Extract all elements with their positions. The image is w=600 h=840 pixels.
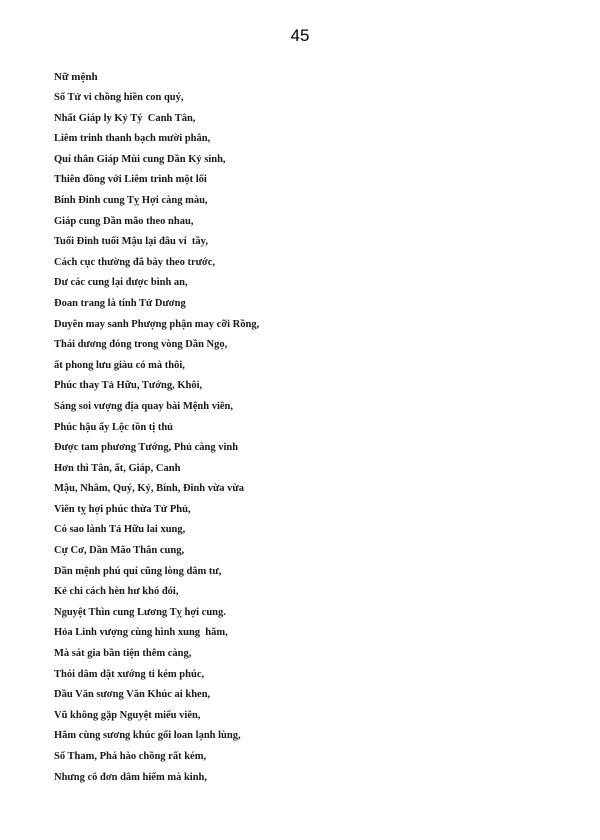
verse-line: Thói dâm dật xướng ti kém phúc, xyxy=(54,668,205,680)
verse-line: Phúc hậu ấy Lộc tồn tị thủ xyxy=(54,421,174,433)
verse-line: Hỏa Linh vượng cùng hình xung hãm, xyxy=(54,627,228,639)
verse-line: ất phong lưu giàu có mà thôi, xyxy=(54,359,185,371)
verse-line: Được tam phương Tướng, Phủ càng vinh xyxy=(54,442,239,454)
verse-line: Quí thân Giáp Mùi cung Dần Kỷ sinh, xyxy=(54,153,226,165)
verse-line: Sáng soi vượng địa quay bài Mệnh viên, xyxy=(54,400,233,412)
verse-line: Tuổi Đinh tuổi Mậu lại đâu ví tầy, xyxy=(54,236,208,248)
verse-line: Liêm trinh thanh bạch mười phân, xyxy=(54,133,211,145)
verse-line: Có sao lành Tả Hữu lai xung, xyxy=(54,524,186,536)
verse-line: Phúc thay Tả Hữu, Tướng, Khôi, xyxy=(54,380,203,392)
section-heading: Nữ mệnh xyxy=(54,71,98,83)
verse-line: Dần mệnh phú quí cũng lòng dâm tư, xyxy=(54,565,222,577)
verse-line: Mậu, Nhâm, Quý, Kỷ, Bính, Đinh vừa vừa xyxy=(54,483,244,495)
verse-line: Cách cục thường đã bày theo trước, xyxy=(54,256,216,268)
verse-line: Mà sát gia bần tiện thêm càng, xyxy=(54,648,192,660)
verse-line: Cự Cơ, Dần Mão Thân cung, xyxy=(54,545,185,557)
verse-section xyxy=(54,70,554,788)
verse-line: Kẻ chi cách hèn hư khó đói, xyxy=(54,586,179,598)
verse-line: Nhưng cô đơn dâm hiểm mà kinh, xyxy=(54,771,208,783)
verse-line: Thiên đồng với Liêm trinh một lối xyxy=(54,174,207,186)
verse-line: Dầu Văn sương Văn Khúc ai khen, xyxy=(54,689,211,701)
verse-line: Số Tử vi chồng hiền con quý, xyxy=(54,92,184,103)
verse-line: Nguyệt Thìn cung Lương Tỵ hợi cung. xyxy=(54,606,226,618)
verse-line: Số Tham, Phá hào chồng rất kém, xyxy=(54,751,207,762)
verse-line: Vũ không gặp Nguyệt miếu viên, xyxy=(54,709,201,721)
verse-line: Hơn thì Tân, ất, Giáp, Canh xyxy=(54,462,181,474)
page-number: 45 xyxy=(290,26,310,45)
verse-line: Nhất Giáp ly Kỷ Tý Canh Tân, xyxy=(54,112,196,124)
verse-line: Thái dương đóng trong vòng Dần Ngọ, xyxy=(54,339,228,351)
verse-line: Bính Đinh cung Tỵ Hợi càng màu, xyxy=(54,194,208,206)
verse-line: Dư các cung lại được bình an, xyxy=(54,277,188,289)
verse-line: Duyên may sanh Phượng phận may cỡi Rồng, xyxy=(54,318,260,330)
verse-line: Viên tỵ hợi phúc thừa Tử Phủ, xyxy=(54,503,191,515)
verse-line: Hãm cùng sương khúc gối loan lạnh lùng, xyxy=(54,730,241,742)
verse-line: Giáp cung Dần mão theo nhau, xyxy=(54,215,194,227)
verse-line: Đoan trang là tính Tử Dương xyxy=(54,297,186,309)
